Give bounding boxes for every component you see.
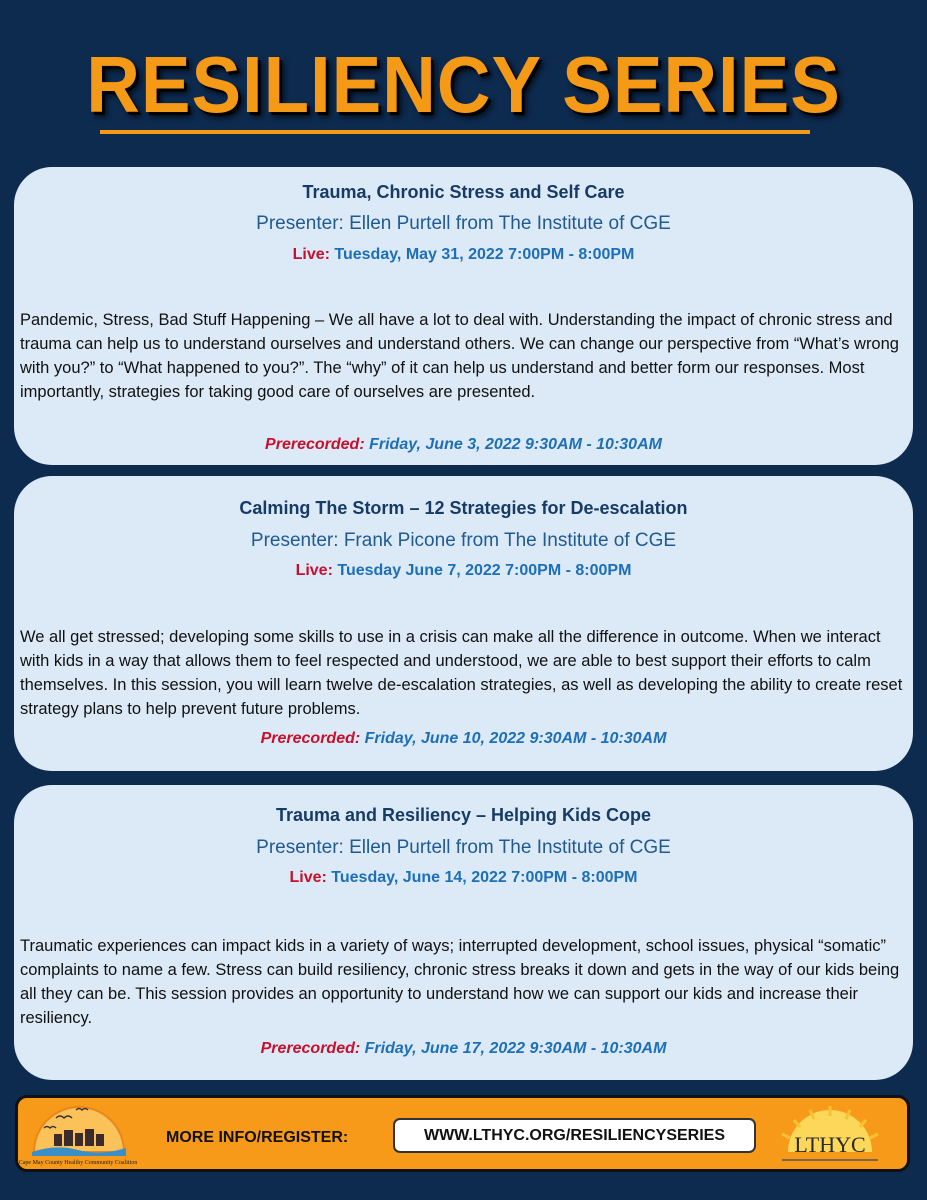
session-description: We all get stressed; developing some skills to use in a crisis can make all the difference in outcome. When we interact with kids in a way that allows them to feel respected and understood, we are able to best support their efforts to calm themselves. In this session, you will learn twelve de-escalation strategies, as well as developing the ability to create reset strategy plans to help prevent future problems. bbox=[20, 628, 903, 718]
svg-text:LTHYC: LTHYC bbox=[794, 1132, 866, 1157]
session-card-1 bbox=[14, 167, 913, 465]
prerecorded-line bbox=[14, 730, 913, 748]
live-time: Tuesday, May 31, 2022 7:00PM - 8:00PM bbox=[334, 246, 635, 263]
live-time: Tuesday June 7, 2022 7:00PM - 8:00PM bbox=[337, 562, 632, 579]
session-card-3 bbox=[14, 785, 913, 1080]
title-underline bbox=[100, 130, 810, 134]
live-line bbox=[14, 869, 913, 887]
page-title: RESILIENCY SERIES bbox=[86, 40, 841, 129]
session-title: Trauma and Resiliency – Helping Kids Cope bbox=[275, 805, 652, 825]
register-url-link[interactable]: WWW.LTHYC.ORG/RESILIENCYSERIES bbox=[393, 1118, 756, 1153]
live-line bbox=[14, 562, 913, 580]
prerecorded-label: Prerecorded: bbox=[260, 730, 361, 747]
session-title: Calming The Storm – 12 Strategies for De-escalation bbox=[239, 498, 688, 518]
session-description: Traumatic experiences can impact kids in a variety of ways; interrupted development, school issues, physical “somatic” complaints to name a few. Stress can build resiliency, chronic stress breaks it down and gets in the way of our kids being all they can be. This session provides an opportunity to understand how we can support our kids and increase their resiliency. bbox=[20, 937, 900, 1027]
session-description: Pandemic, Stress, Bad Stuff Happening – We all have a lot to deal with. Understanding the impact of chronic stress and trauma can help us to understand ourselves and understand others. We can change our perspective from “What’s wrong with you?” to “What happened to you?”. The “why” of it can help us understand and better form our responses. Most importantly, strategies for taking good care of ourselves are presented. bbox=[20, 311, 899, 401]
live-label: Live: bbox=[289, 869, 327, 886]
session-card-2 bbox=[14, 476, 913, 771]
session-presenter: Presenter: Ellen Purtell from The Institute of CGE bbox=[256, 213, 671, 234]
prerecorded-time: Friday, June 17, 2022 9:30AM - 10:30AM bbox=[364, 1040, 667, 1057]
session-presenter: Presenter: Frank Picone from The Institute of CGE bbox=[250, 530, 677, 551]
live-time: Tuesday, June 14, 2022 7:00PM - 8:00PM bbox=[331, 869, 638, 886]
session-presenter: Presenter: Ellen Purtell from The Institute of CGE bbox=[256, 837, 671, 858]
svg-text:Cape May County Healthy Commun: Cape May County Healthy Community Coalition bbox=[18, 1160, 138, 1166]
footer-bar bbox=[15, 1095, 910, 1172]
prerecorded-label: Prerecorded: bbox=[260, 1040, 361, 1057]
live-label: Live: bbox=[292, 246, 330, 263]
live-line bbox=[14, 246, 913, 264]
prerecorded-line bbox=[14, 436, 913, 454]
prerecorded-line bbox=[14, 1040, 913, 1058]
prerecorded-time: Friday, June 10, 2022 9:30AM - 10:30AM bbox=[364, 730, 667, 747]
prerecorded-label: Prerecorded: bbox=[265, 436, 365, 453]
more-info-label: MORE INFO/REGISTER: bbox=[166, 1129, 349, 1146]
prerecorded-time: Friday, June 3, 2022 9:30AM - 10:30AM bbox=[369, 436, 662, 453]
live-label: Live: bbox=[295, 562, 333, 579]
lthyc-logo bbox=[770, 1102, 890, 1173]
coalition-logo bbox=[18, 1100, 138, 1173]
session-title: Trauma, Chronic Stress and Self Care bbox=[302, 182, 625, 202]
